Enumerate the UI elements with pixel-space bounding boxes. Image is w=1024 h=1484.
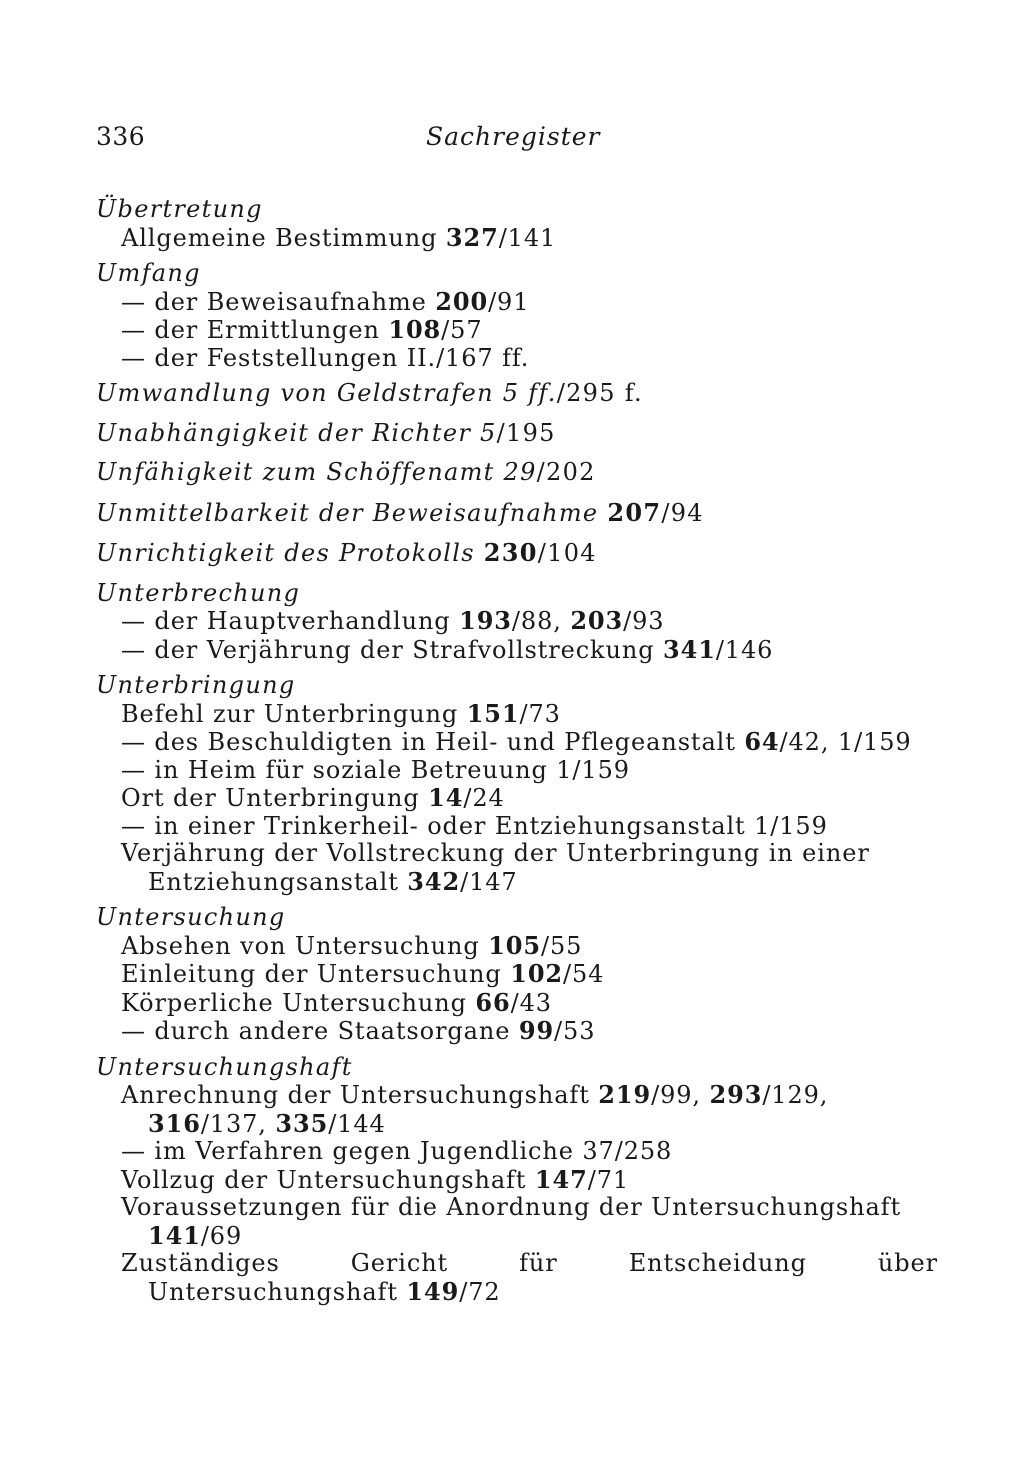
entry-heading: Unabhängigkeit der Richter 5/195 [96, 418, 556, 447]
entry-subitem: Zuständiges Gericht für Entscheidung über Untersuchungshaft 149/72 [121, 1249, 938, 1306]
entry-subitem: — der Feststellungen II./167 ff. [121, 343, 530, 372]
index-entry [96, 539, 946, 568]
page-header [96, 122, 616, 156]
entry-subitem: Körperliche Untersuchung 66/43 [121, 987, 552, 1017]
index-entries [96, 196, 946, 1314]
entry-subitem: — der Ermittlungen 108/57 [121, 315, 483, 344]
entry-heading: Umfang [96, 259, 201, 287]
entry-subitem: — in Heim für soziale Betreuung 1/159 [121, 755, 630, 784]
entry-heading: Untersuchung [96, 903, 286, 931]
entry-heading: Umwandlung von Geldstrafen 5 ff./295 f. [96, 379, 643, 407]
entry-subitem: Ort der Unterbringung 14/24 [121, 783, 505, 812]
entry-subitem: Einleitung der Untersuchung 102/54 [121, 959, 605, 988]
entry-subitem: — der Hauptverhandlung 193/88, 203/93 [121, 606, 665, 635]
index-entry [96, 499, 946, 528]
entry-subitem: — der Beweisaufnahme 200/91 [121, 286, 530, 316]
entry-heading: Unmittelbarkeit der Beweisaufnahme 207/94 [96, 497, 704, 527]
entry-subitem: Anrechnung der Untersuchungshaft 219/99, 293/129, 316/137, 335/144 [121, 1080, 829, 1138]
entry-subitem: Befehl zur Unterbringung 151/73 [121, 698, 561, 728]
entry-subitem: — durch andere Staatsorgane 99/53 [121, 1016, 596, 1045]
entry-subitem: — der Verjährung der Strafvollstreckung 341/146 [121, 634, 774, 664]
page-number: 336 [96, 122, 146, 151]
entry-heading: Untersuchungshaft [96, 1052, 353, 1081]
entry-heading: Unterbrechung [96, 578, 301, 607]
index-entry [96, 260, 946, 372]
index-entry [96, 580, 946, 665]
entry-subitem: Verjährung der Vollstreckung der Unterbringung in einer Entziehungsanstalt 342/147 [121, 839, 870, 896]
running-title: Sachregister [426, 122, 601, 151]
index-entry [96, 196, 946, 252]
index-entry [96, 459, 946, 487]
entry-subitem: — in einer Trinkerheil- oder Entziehungsanstalt 1/159 [121, 811, 828, 840]
entry-heading: Unrichtigkeit des Protokolls 230/104 [96, 538, 597, 567]
entry-subitem: Voraussetzungen für die Anordnung der Untersuchungshaft 141/69 [121, 1193, 901, 1250]
entry-subitem: Allgemeine Bestimmung 327/141 [121, 222, 557, 252]
entry-heading: Übertretung [96, 195, 263, 223]
entry-subitem: — im Verfahren gegen Jugendliche 37/258 [121, 1137, 673, 1165]
index-entry [96, 672, 946, 896]
index-entry [96, 1054, 946, 1307]
entry-subitem: — des Beschuldigten in Heil- und Pflegeanstalt 64/42, 1/159 [121, 727, 912, 756]
entry-subitem: Vollzug der Untersuchungshaft 147/71 [121, 1164, 630, 1194]
index-entry [96, 380, 946, 408]
entry-subitem: Absehen von Untersuchung 105/55 [121, 930, 583, 960]
index-entry [96, 420, 946, 448]
index-entry [96, 904, 946, 1046]
entry-heading: Unterbringung [96, 671, 296, 699]
entry-heading: Unfähigkeit zum Schöffenamt 29/202 [96, 458, 596, 486]
